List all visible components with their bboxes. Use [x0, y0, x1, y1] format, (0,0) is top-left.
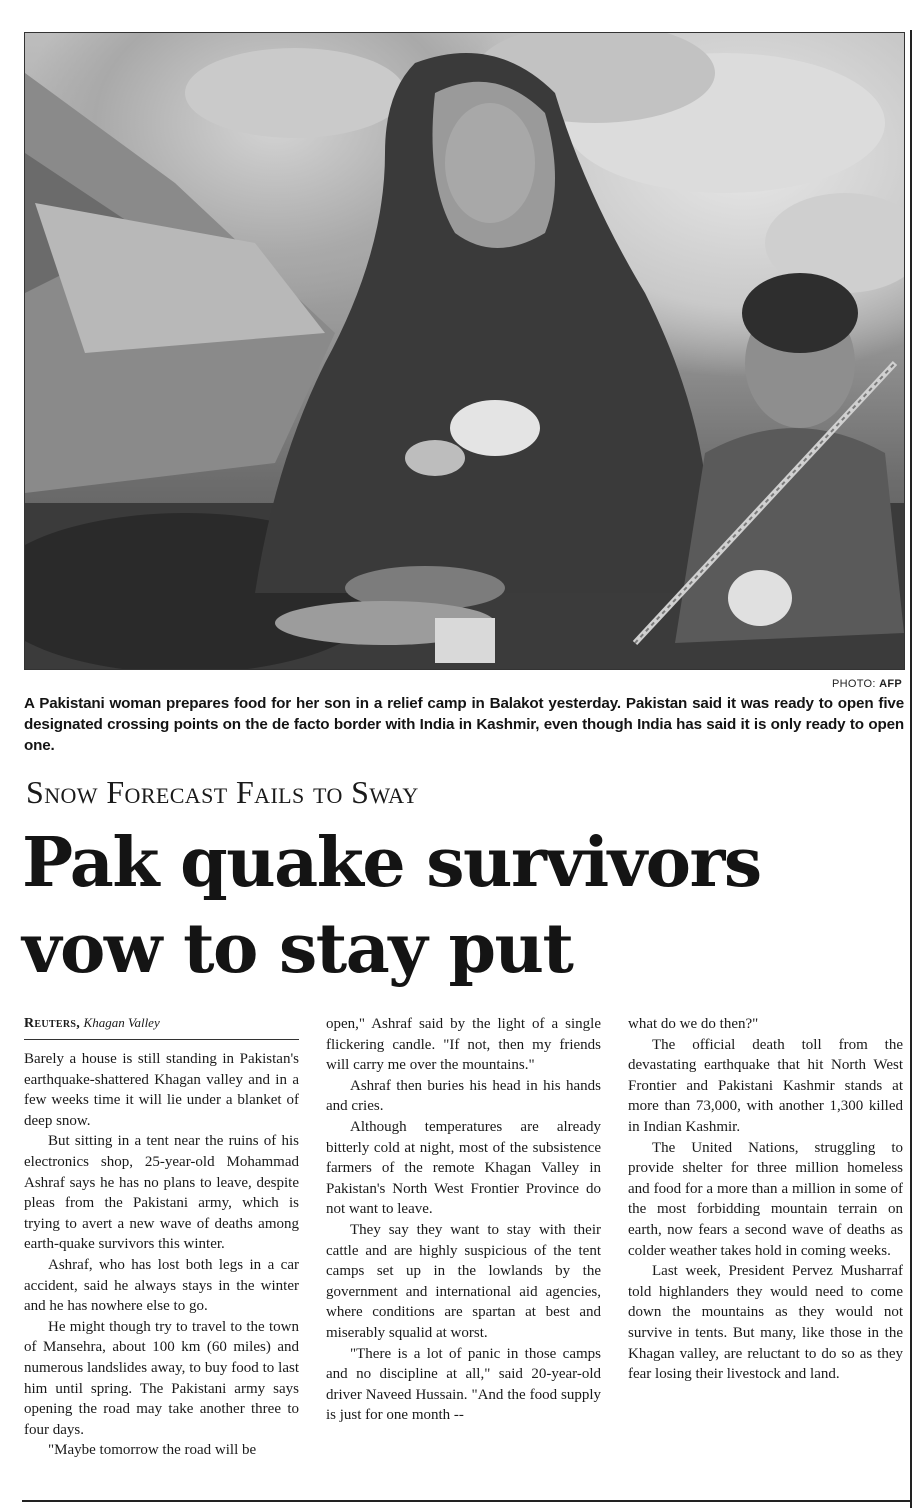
right-border-rule: [910, 30, 912, 1508]
paragraph: But sitting in a tent near the ruins of his electronics shop, 25-year-old Mohammad Ashraf says he has no plans to leave, despite pleas from the Pakistani army, which is trying to avert a new wave of deaths among earth-quake survivors this winter.: [24, 1133, 299, 1253]
news-photo: [24, 32, 905, 670]
bottom-border-rule: [22, 1500, 912, 1502]
paragraph: "There is a lot of panic in those camps and no discipline at all," said 20-year-old driver Naveed Hussain. "And the food supply is just for one month --: [326, 1345, 601, 1424]
paragraph: He might though try to travel to the town of Mansehra, about 100 km (60 miles) and numerous landslides away, to buy food to last him until spring. The Pakistani army says opening the road may take another three to four days.: [24, 1318, 299, 1438]
article-column-2: [326, 1014, 601, 1426]
photo-caption: A Pakistani woman prepares food for her son in a relief camp in Balakot yesterday. Pakistan said it was ready to open five designated crossing points on the de facto border with India in Kashmir, even though India has said it is only ready to open one.: [24, 695, 904, 754]
kicker-headline: Snow Forecast Fails to Sway: [26, 774, 419, 810]
paragraph: The official death toll from the devastating earthquake that hit North West Frontier and Pakistani Kashmir stands at more than 73,000, with another 1,300 killed in Indian Kashmir.: [628, 1036, 903, 1135]
paragraph: The United Nations, struggling to provide shelter for three million homeless and food for a more than a million in some of the most forbidding mountain terrain on earth, now fears a second wave of deaths as colder weather takes hold in coming weeks.: [628, 1139, 903, 1259]
article-column-1: [24, 1014, 299, 1461]
paragraph: Barely a house is still standing in Pakistan's earthquake-shattered Khagan valley and in a few weeks time it will lie under a blanket of deep snow.: [24, 1051, 299, 1129]
photo-illustration: [25, 33, 904, 669]
photo-credit-label: PHOTO:: [831, 678, 876, 690]
paragraph: Ashraf then buries his head in his hands and cries.: [326, 1077, 601, 1115]
paragraph: They say they want to stay with their cattle and are highly suspicious of the tent camps set up in the lowlands by the government and international aid agencies, where conditions are spartan at best and miserably squalid at worst.: [326, 1221, 601, 1341]
paragraph: "Maybe tomorrow the road will be: [48, 1442, 257, 1459]
paragraph: what do we do then?": [628, 1016, 759, 1032]
photo-credit: [832, 678, 902, 690]
paragraph: Although temperatures are already bitterly cold at night, most of the subsistence farmers of the remote Khagan Valley in Pakistan's North West Frontier Province do not want to leave.: [326, 1118, 601, 1218]
photo-credit-source: AFP: [879, 678, 902, 690]
article-column-3: [628, 1014, 903, 1385]
main-headline: Pak quake survivors vow to stay put: [22, 823, 761, 989]
byline: [24, 1014, 299, 1040]
paragraph: Ashraf, who has lost both legs in a car accident, said he always stays in the winter and he has nowhere else to go.: [24, 1256, 299, 1315]
byline-place: Khagan Valley: [83, 1015, 160, 1030]
byline-agency: Reuters,: [24, 1016, 81, 1031]
paragraph: Last week, President Pervez Musharraf told highlanders they would need to come down the mountains as they would not survive in tents. But many, like those in the Khagan valley, are reluctant to do so as they fear losing their livestock and land.: [628, 1263, 903, 1383]
paragraph: open," Ashraf said by the light of a single flickering candle. "If not, then my friends will carry me over the mountains.": [326, 1016, 601, 1074]
